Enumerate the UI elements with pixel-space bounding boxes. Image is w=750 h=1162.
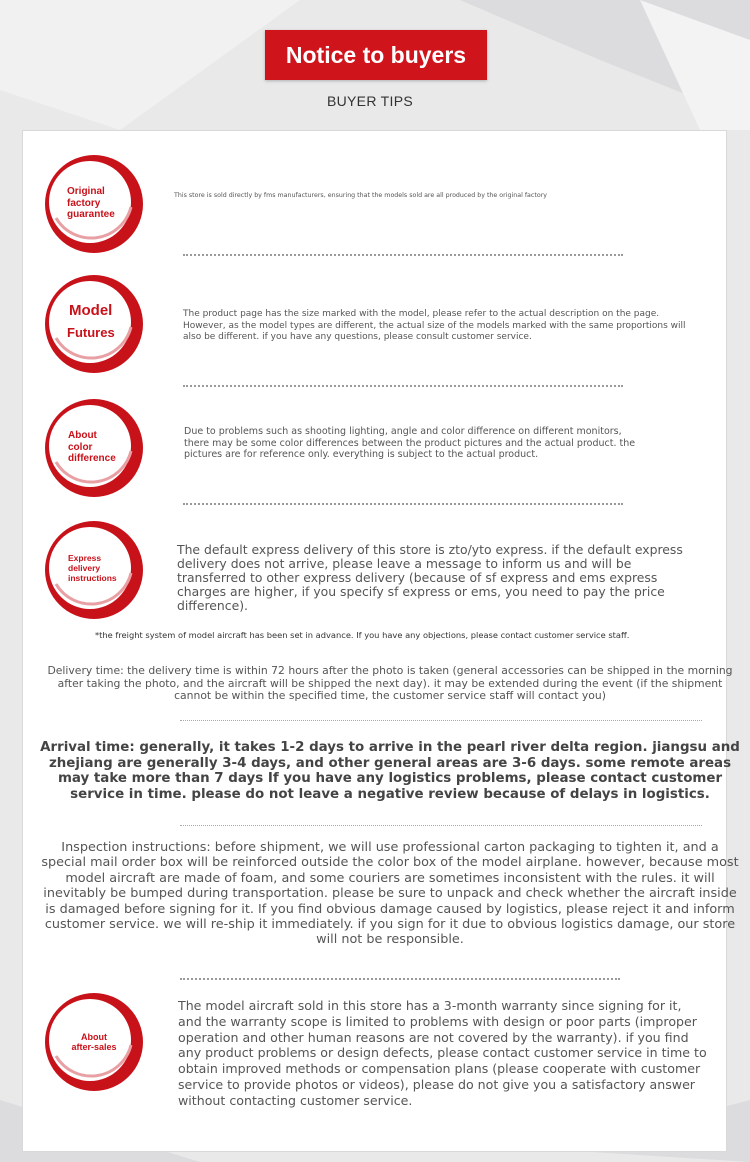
badge-model-futures	[42, 272, 146, 376]
dotted-divider	[183, 503, 623, 505]
dotted-divider	[180, 978, 620, 980]
delivery-time: Delivery time: the delivery time is within 72 hours after the photo is taken (general accessories can be shipped in the morning after taking the photo, and the aircraft will be shipped the next day). it may be extended during the event (if the shipment cannot be within the specified time, the customer service staff will contact you)	[47, 664, 733, 702]
badge-label-line1: Model	[69, 302, 113, 319]
badge-label-line2: Futures	[67, 325, 115, 340]
badge-express-delivery	[42, 518, 146, 622]
badge-label: Original factory guarantee	[67, 186, 115, 220]
badge-original-factory	[42, 152, 146, 256]
section-text: This store is sold directly by fms manufacturers, ensuring that the models sold are all produced by the original factory	[174, 192, 548, 199]
page-title: Notice to buyers	[265, 30, 487, 80]
badge-after-sales	[42, 990, 146, 1094]
badge-label: About color difference	[68, 430, 116, 464]
after-sales-text: The model aircraft sold in this store has a 3-month warranty since signing for it, and the warranty scope is limited to problems with design or poor parts (improper operation and other human reasons are not covered by the warranty). if you find any product problems or design defects, please contact customer service in time to obtain improved methods or compensation plans (please cooperate with customer service to provide photos or videos), please do not give you a satisfactory answer without contacting customer service.	[178, 998, 707, 1108]
dotted-divider	[180, 720, 702, 721]
dotted-divider	[180, 825, 702, 826]
page-subtitle: BUYER TIPS	[327, 93, 413, 109]
section-text: The product page has the size marked with the model, please refer to the actual description on the page. However, as the model types are different, the actual size of the models marked with the same proportions will also be different. if you have any questions, please consult customer service.	[183, 309, 686, 342]
badge-label: Express delivery instructions	[68, 553, 117, 583]
dotted-divider	[183, 254, 623, 256]
section-text: Due to problems such as shooting lighting, angle and color difference on different monitors, there may be some color differences between the product pictures and the actual product. the pictures are for reference only. everything is subject to the actual product.	[184, 426, 636, 460]
arrival-time: Arrival time: generally, it takes 1-2 days to arrive in the pearl river delta region. jiangsu and zhejiang are generally 3-4 days, and other general areas are 3-6 days. some remote areas may take more than 7 days If you have any logistics problems, please contact customer service in time. please do not leave a negative review because of delays in logistics.	[40, 740, 740, 802]
badge-ring-icon	[42, 272, 146, 376]
badge-label: About after-sales	[71, 1032, 117, 1053]
freight-note: *the freight system of model aircraft has been set in advance. If you have any objections, please contact customer service staff.	[95, 630, 630, 640]
inspection-instructions: Inspection instructions: before shipment, we will use professional carton packaging to tighten it, and a special mail order box will be reinforced outside the color box of the model airplane. however, because most model aircraft are made of foam, and some couriers are sometimes inconsistent with the rules. it will inevitably be bumped during transportation. please be sure to unpack and check whether the aircraft inside is damaged before signing for it. If you find obvious damage caused by logistics, please reject it and inform customer service. we will re-ship it immediately. if you sign for it due to obvious logistics damage, our store will not be responsible.	[41, 840, 739, 948]
badge-color-difference	[42, 396, 146, 500]
section-text: The default express delivery of this store is zto/yto express. if the default express delivery does not arrive, please leave a message to inform us and will be transferred to other express delivery (because of sf express and ems express charges are higher, if you specify sf express or ems, you need to pay the price difference).	[177, 542, 683, 613]
dotted-divider	[183, 385, 623, 387]
